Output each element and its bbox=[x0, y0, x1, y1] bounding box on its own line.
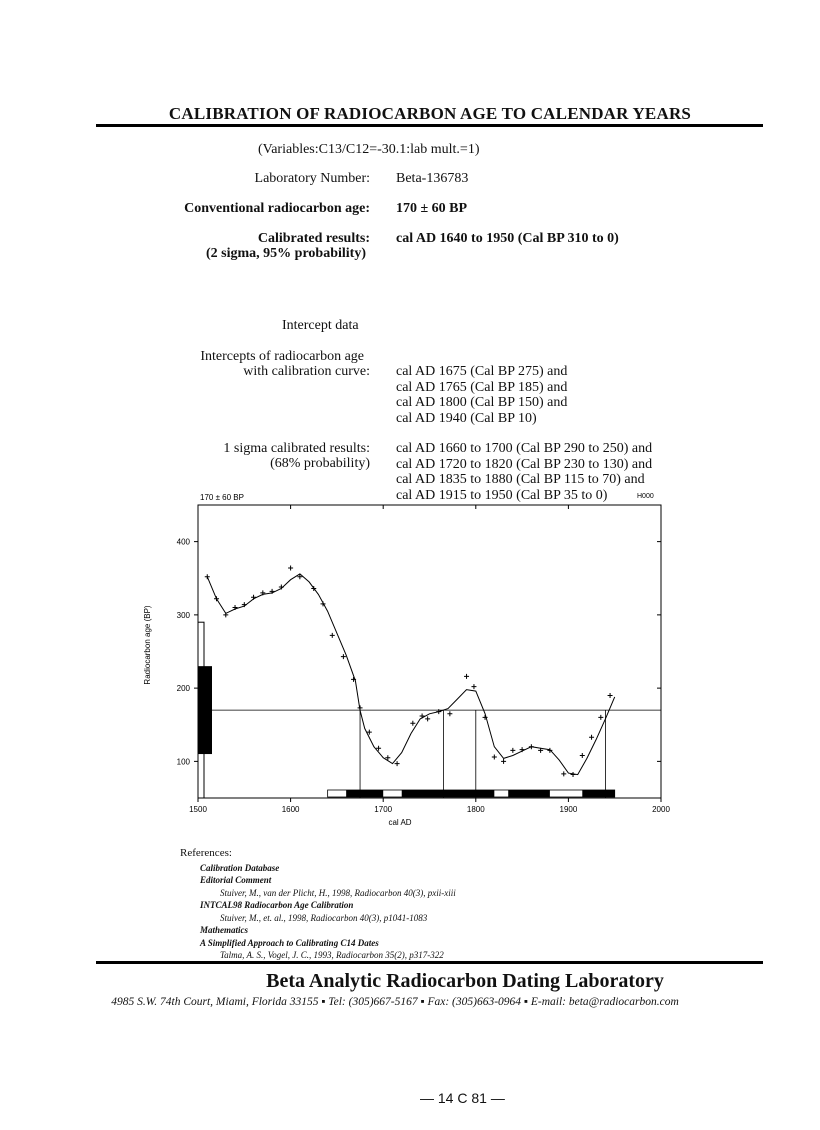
reference-citation: Talma, A. S., Vogel, J. C., 1993, Radiocarbon 35(2), p317-322 bbox=[220, 950, 444, 960]
calibrated-label: Calibrated results: bbox=[257, 231, 370, 246]
reference-heading: Mathematics bbox=[200, 925, 249, 935]
one-sigma-bar bbox=[346, 790, 383, 797]
lab-number-label: Laboratory Number: bbox=[254, 171, 370, 186]
one-sigma-bar bbox=[508, 790, 550, 797]
data-point bbox=[571, 772, 576, 777]
chart-x-label: cal AD bbox=[388, 818, 412, 827]
one-sigma-line: cal AD 1720 to 1820 (Cal BP 230 to 130) and bbox=[396, 456, 653, 472]
header-rule bbox=[96, 124, 763, 127]
data-point bbox=[251, 595, 256, 600]
one-sigma-line: cal AD 1915 to 1950 (Cal BP 35 to 0) bbox=[396, 487, 608, 503]
data-point bbox=[358, 705, 363, 710]
one-sigma-label-2: (68% probability) bbox=[270, 456, 370, 471]
intercept-line: cal AD 1675 (Cal BP 275) and bbox=[396, 364, 568, 379]
data-point bbox=[464, 674, 469, 679]
one-sigma-bar bbox=[402, 790, 495, 797]
data-point bbox=[425, 716, 430, 721]
page-title: CALIBRATION OF RADIOCARBON AGE TO CALENDAR YEARS bbox=[168, 104, 692, 123]
data-point bbox=[561, 771, 566, 776]
conventional-age-label: Conventional radiocarbon age: bbox=[184, 201, 370, 216]
intercept-line: cal AD 1940 (Cal BP 10) bbox=[396, 410, 537, 426]
data-point bbox=[471, 684, 476, 689]
chart-title: 170 ± 60 BP bbox=[200, 493, 244, 502]
y-tick-label: 200 bbox=[176, 684, 190, 694]
intercepts-label-1: Intercepts of radiocarbon age bbox=[200, 349, 364, 364]
data-point bbox=[589, 735, 594, 740]
reference-heading: INTCAL98 Radiocarbon Age Calibration bbox=[200, 900, 354, 910]
data-point bbox=[410, 721, 415, 726]
x-tick-label: 1800 bbox=[466, 805, 485, 814]
data-point bbox=[510, 748, 515, 753]
intercept-line: cal AD 1800 (Cal BP 150) and bbox=[396, 395, 568, 410]
calibrated-value: cal AD 1640 to 1950 (Cal BP 310 to 0) bbox=[396, 231, 619, 246]
x-tick-label: 2000 bbox=[652, 805, 670, 814]
intercept-heading: Intercept data bbox=[282, 318, 359, 333]
one-sigma-label-1: 1 sigma calibrated results: bbox=[223, 441, 370, 456]
footer-rule bbox=[96, 961, 763, 964]
data-point bbox=[529, 744, 534, 749]
data-point bbox=[580, 753, 585, 758]
data-point bbox=[205, 574, 210, 579]
x-tick-label: 1500 bbox=[189, 805, 207, 814]
references bbox=[180, 846, 456, 962]
chart-y-label: Radiocarbon age (BP) bbox=[143, 605, 152, 685]
data-point bbox=[447, 711, 452, 716]
reference-citation: Stuiver, M., et. al., 1998, Radiocarbon 40(3), p1041-1083 bbox=[220, 912, 428, 923]
y-tick-label: 100 bbox=[176, 757, 190, 767]
age-band-1sigma bbox=[198, 666, 212, 754]
intercepts-list bbox=[396, 364, 567, 426]
data-point bbox=[608, 693, 613, 698]
data-point bbox=[214, 596, 219, 601]
intercept-line: cal AD 1765 (Cal BP 185) and bbox=[396, 379, 568, 395]
variables-line: (Variables:C13/C12=-30.1:lab mult.=1) bbox=[258, 142, 480, 157]
x-tick-label: 1700 bbox=[374, 805, 393, 814]
x-tick-label: 1900 bbox=[559, 805, 578, 814]
reference-heading: Calibration Database bbox=[200, 862, 280, 873]
plot-frame bbox=[198, 505, 661, 798]
data-point bbox=[341, 654, 346, 659]
page-number: — 14 C 81 — bbox=[420, 1090, 505, 1106]
one-sigma-line: cal AD 1835 to 1880 (Cal BP 115 to 70) and bbox=[396, 472, 645, 487]
reference-citation: Stuiver, M., van der Plicht, H., 1998, Radiocarbon 40(3), pxii-xiii bbox=[220, 887, 456, 898]
data-point bbox=[492, 754, 497, 759]
one-sigma-bar bbox=[582, 790, 614, 797]
chart-corner-label: H000 bbox=[637, 493, 654, 500]
data-point bbox=[598, 715, 603, 720]
conventional-age-value: 170 ± 60 BP bbox=[396, 201, 468, 216]
data-point bbox=[420, 713, 425, 718]
lab-name: Beta Analytic Radiocarbon Dating Laboratory bbox=[266, 970, 664, 992]
references-title: References: bbox=[180, 847, 232, 859]
chart-marks bbox=[177, 505, 671, 814]
intercepts-label-2: with calibration curve: bbox=[243, 364, 370, 379]
data-point bbox=[330, 633, 335, 638]
y-tick-label: 400 bbox=[176, 537, 190, 547]
one-sigma-line: cal AD 1660 to 1700 (Cal BP 290 to 250) and bbox=[396, 441, 653, 456]
y-tick-label: 300 bbox=[176, 610, 190, 620]
data-point bbox=[395, 761, 400, 766]
data-point bbox=[260, 590, 265, 595]
reference-heading: Editorial Comment bbox=[200, 875, 272, 885]
x-tick-label: 1600 bbox=[281, 805, 300, 814]
reference-heading: A Simplified Approach to Calibrating C14 Dates bbox=[200, 937, 379, 948]
lab-address: 4985 S.W. 74th Court, Miami, Florida 33155 ▪ Tel: (305)667-5167 ▪ Fax: (305)663-0964 ▪ E-mail: beta@radiocarbon.com bbox=[111, 996, 679, 1008]
calibration-curve bbox=[207, 574, 614, 775]
calibration-chart bbox=[130, 485, 690, 835]
data-point bbox=[501, 759, 506, 764]
lab-number-value: Beta-136783 bbox=[396, 171, 469, 186]
calibrated-sublabel: (2 sigma, 95% probability) bbox=[206, 246, 366, 261]
data-point bbox=[288, 565, 293, 570]
